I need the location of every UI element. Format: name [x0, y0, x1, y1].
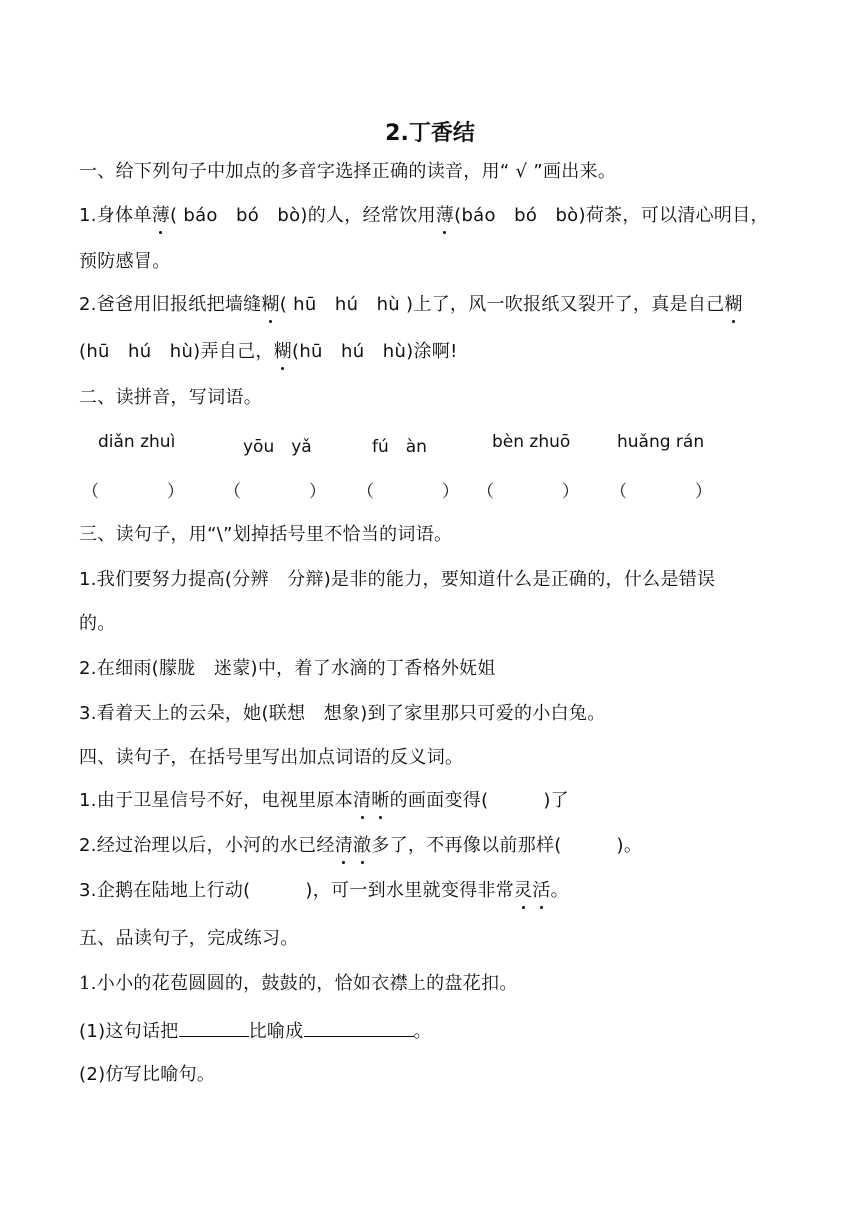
section-5-heading: 五、品读句子，完成练习。 — [79, 928, 299, 949]
q3-sentence-3: 3.看着天上的云朵，她(联想 想象)到了家里那只可爱的小白兔。 — [79, 703, 606, 724]
pinyin-5: huǎng rán — [617, 432, 705, 452]
q4-sentence-2: 2.经过治理以后，小河的水已经清澈多了，不再像以前那样( )。 — [79, 835, 643, 856]
section-3-heading: 三、读句子，用“\”划掉括号里不恰当的词语。 — [79, 524, 453, 545]
dotted-char: 灵 — [514, 880, 533, 901]
answer-blank-2[interactable] — [304, 1018, 414, 1037]
answer-bracket-2[interactable]: （ ） — [224, 482, 326, 502]
answer-bracket-1[interactable]: （ ） — [82, 482, 184, 502]
q4-sentence-1: 1.由于卫星信号不好，电视里原本清晰的画面变得( )了 — [79, 790, 569, 811]
pinyin-3: fú àn — [372, 437, 427, 457]
answer-blank-1[interactable] — [179, 1018, 249, 1037]
page-title: 2.丁香结 — [385, 121, 475, 146]
q4-sentence-3: 3.企鹅在陆地上行动( )，可一到水里就变得非常灵活。 — [79, 880, 569, 901]
q1-sentence-1-cont: 预防感冒。 — [79, 251, 171, 272]
dotted-char: 糊 — [724, 294, 743, 315]
q5-part-2: (2)仿写比喻句。 — [79, 1064, 216, 1085]
section-1-heading: 一、给下列句子中加点的多音字选择正确的读音，用“ √ ”画出来。 — [79, 161, 617, 182]
q1-sentence-1: 1.身体单薄( báo bó bò)的人，经常饮用薄(báo bó bò)荷茶，可以清心明目， — [79, 205, 769, 226]
pinyin-2: yōu yǎ — [243, 437, 312, 457]
q1-sentence-2: 2.爸爸用旧报纸把墙缝糊( hū hú hù )上了，风一吹报纸又裂开了，真是自己糊 — [79, 294, 743, 315]
q1-sentence-2-cont: (hū hú hù)弄自己，糊(hū hú hù)涂啊! — [79, 341, 458, 362]
dotted-char: 薄 — [151, 205, 170, 226]
answer-bracket-5[interactable]: （ ） — [610, 482, 712, 502]
dotted-char: 澈 — [353, 835, 372, 856]
dotted-char: 晰 — [371, 790, 390, 811]
pinyin-1: diǎn zhuì — [98, 432, 176, 452]
dotted-char: 薄 — [435, 205, 455, 226]
pinyin-4: bèn zhuō — [492, 432, 571, 452]
q3-sentence-1: 1.我们要努力提高(分辨 分辩)是非的能力，要知道什么是正确的，什么是错误 — [79, 569, 716, 590]
dotted-char: 活 — [532, 880, 551, 901]
dotted-char: 糊 — [261, 294, 280, 315]
q5-part-1: (1)这句话把 比喻成 。 — [79, 1018, 432, 1044]
section-2-heading: 二、读拼音，写词语。 — [79, 387, 262, 408]
dotted-char: 清 — [334, 835, 353, 856]
section-4-heading: 四、读句子，在括号里写出加点词语的反义词。 — [79, 747, 464, 768]
dotted-char: 清 — [352, 790, 372, 811]
q5-quote: 1.小小的花苞圆圆的，鼓鼓的，恰如衣襟上的盘花扣。 — [79, 973, 518, 994]
answer-bracket-4[interactable]: （ ） — [477, 482, 579, 502]
dotted-char: 糊 — [273, 341, 293, 362]
answer-bracket-3[interactable]: （ ） — [357, 482, 459, 502]
q3-sentence-1-cont: 的。 — [79, 613, 116, 634]
q3-sentence-2: 2.在细雨(朦胧 迷蒙)中，着了水滴的丁香格外妩姐 — [79, 658, 496, 679]
